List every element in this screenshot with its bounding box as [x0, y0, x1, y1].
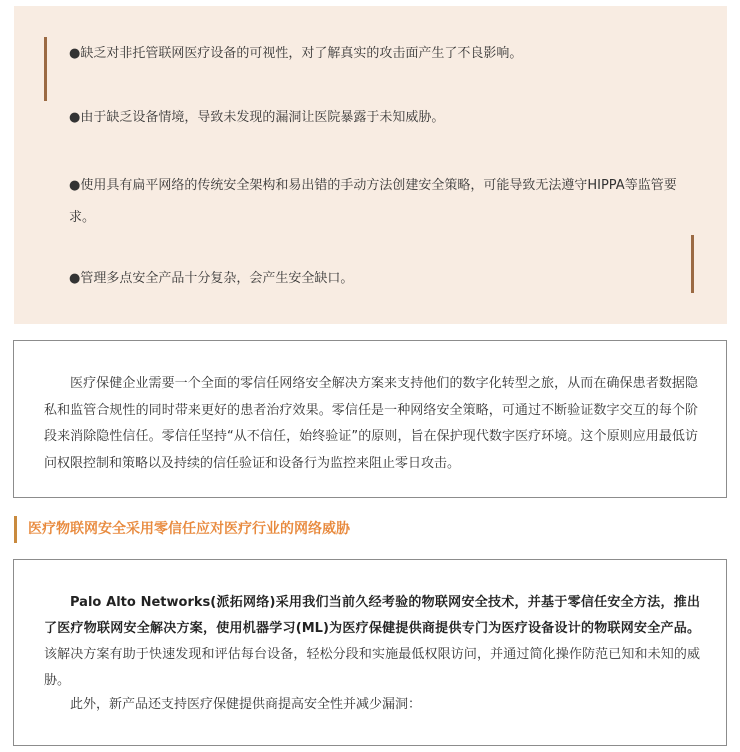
solution-body-text: 该解决方案有助于快速发现和评估每台设备，轻松分段和实施最低权限访问，并通过简化操作防范已知和未知的威胁。	[44, 647, 700, 688]
solution-paragraph	[44, 590, 700, 694]
accent-bar-right	[691, 235, 694, 293]
bullet-item: ●管理多点安全产品十分复杂，会产生安全缺口。	[69, 271, 354, 286]
closing-paragraph: 此外，新产品还支持医疗保健提供商提高安全性并减少漏洞：	[70, 697, 422, 712]
accent-bar-left	[44, 37, 47, 101]
intro-paragraph: 医疗保健企业需要一个全面的零信任网络安全解决方案来支持他们的数字化转型之旅，从而在确保患者数据隐私和监管合规性的同时带来更好的患者治疗效果。零信任是一种网络安全策略，可通过不断验证数字交互的每个阶段来消除隐性信任。零信任坚持“从不信任，始终验证”的原则，旨在保护现代数字医疗环境。这个原则应用最低访问权限控制和策略以及持续的信任验证和设备行为监控来阻止零日攻击。	[44, 376, 698, 471]
section-heading: 医疗物联网安全采用零信任应对医疗行业的网络威胁	[14, 516, 350, 543]
bullet-item: ●由于缺乏设备情境，导致未发现的漏洞让医院暴露于未知威胁。	[69, 110, 445, 125]
bullet-item: ●缺乏对非托管联网医疗设备的可视性，对了解真实的攻击面产生了不良影响。	[69, 46, 523, 61]
solution-box	[13, 559, 727, 746]
bullet-item: ●使用具有扁平网络的传统安全架构和易出错的手动方法创建安全策略，可能导致无法遵守HIPPA等监管要求。	[69, 178, 677, 225]
solution-bold-text: Palo Alto Networks(派拓网络)采用我们当前久经考验的物联网安全技术，并基于零信任安全方法，推出了医疗物联网安全解决方案，使用机器学习(ML)为医疗保健提供商提供专门为医疗设备设计的物联网安全产品。	[44, 595, 700, 636]
pain-points-panel	[14, 6, 727, 324]
zero-trust-intro-box	[13, 340, 727, 498]
